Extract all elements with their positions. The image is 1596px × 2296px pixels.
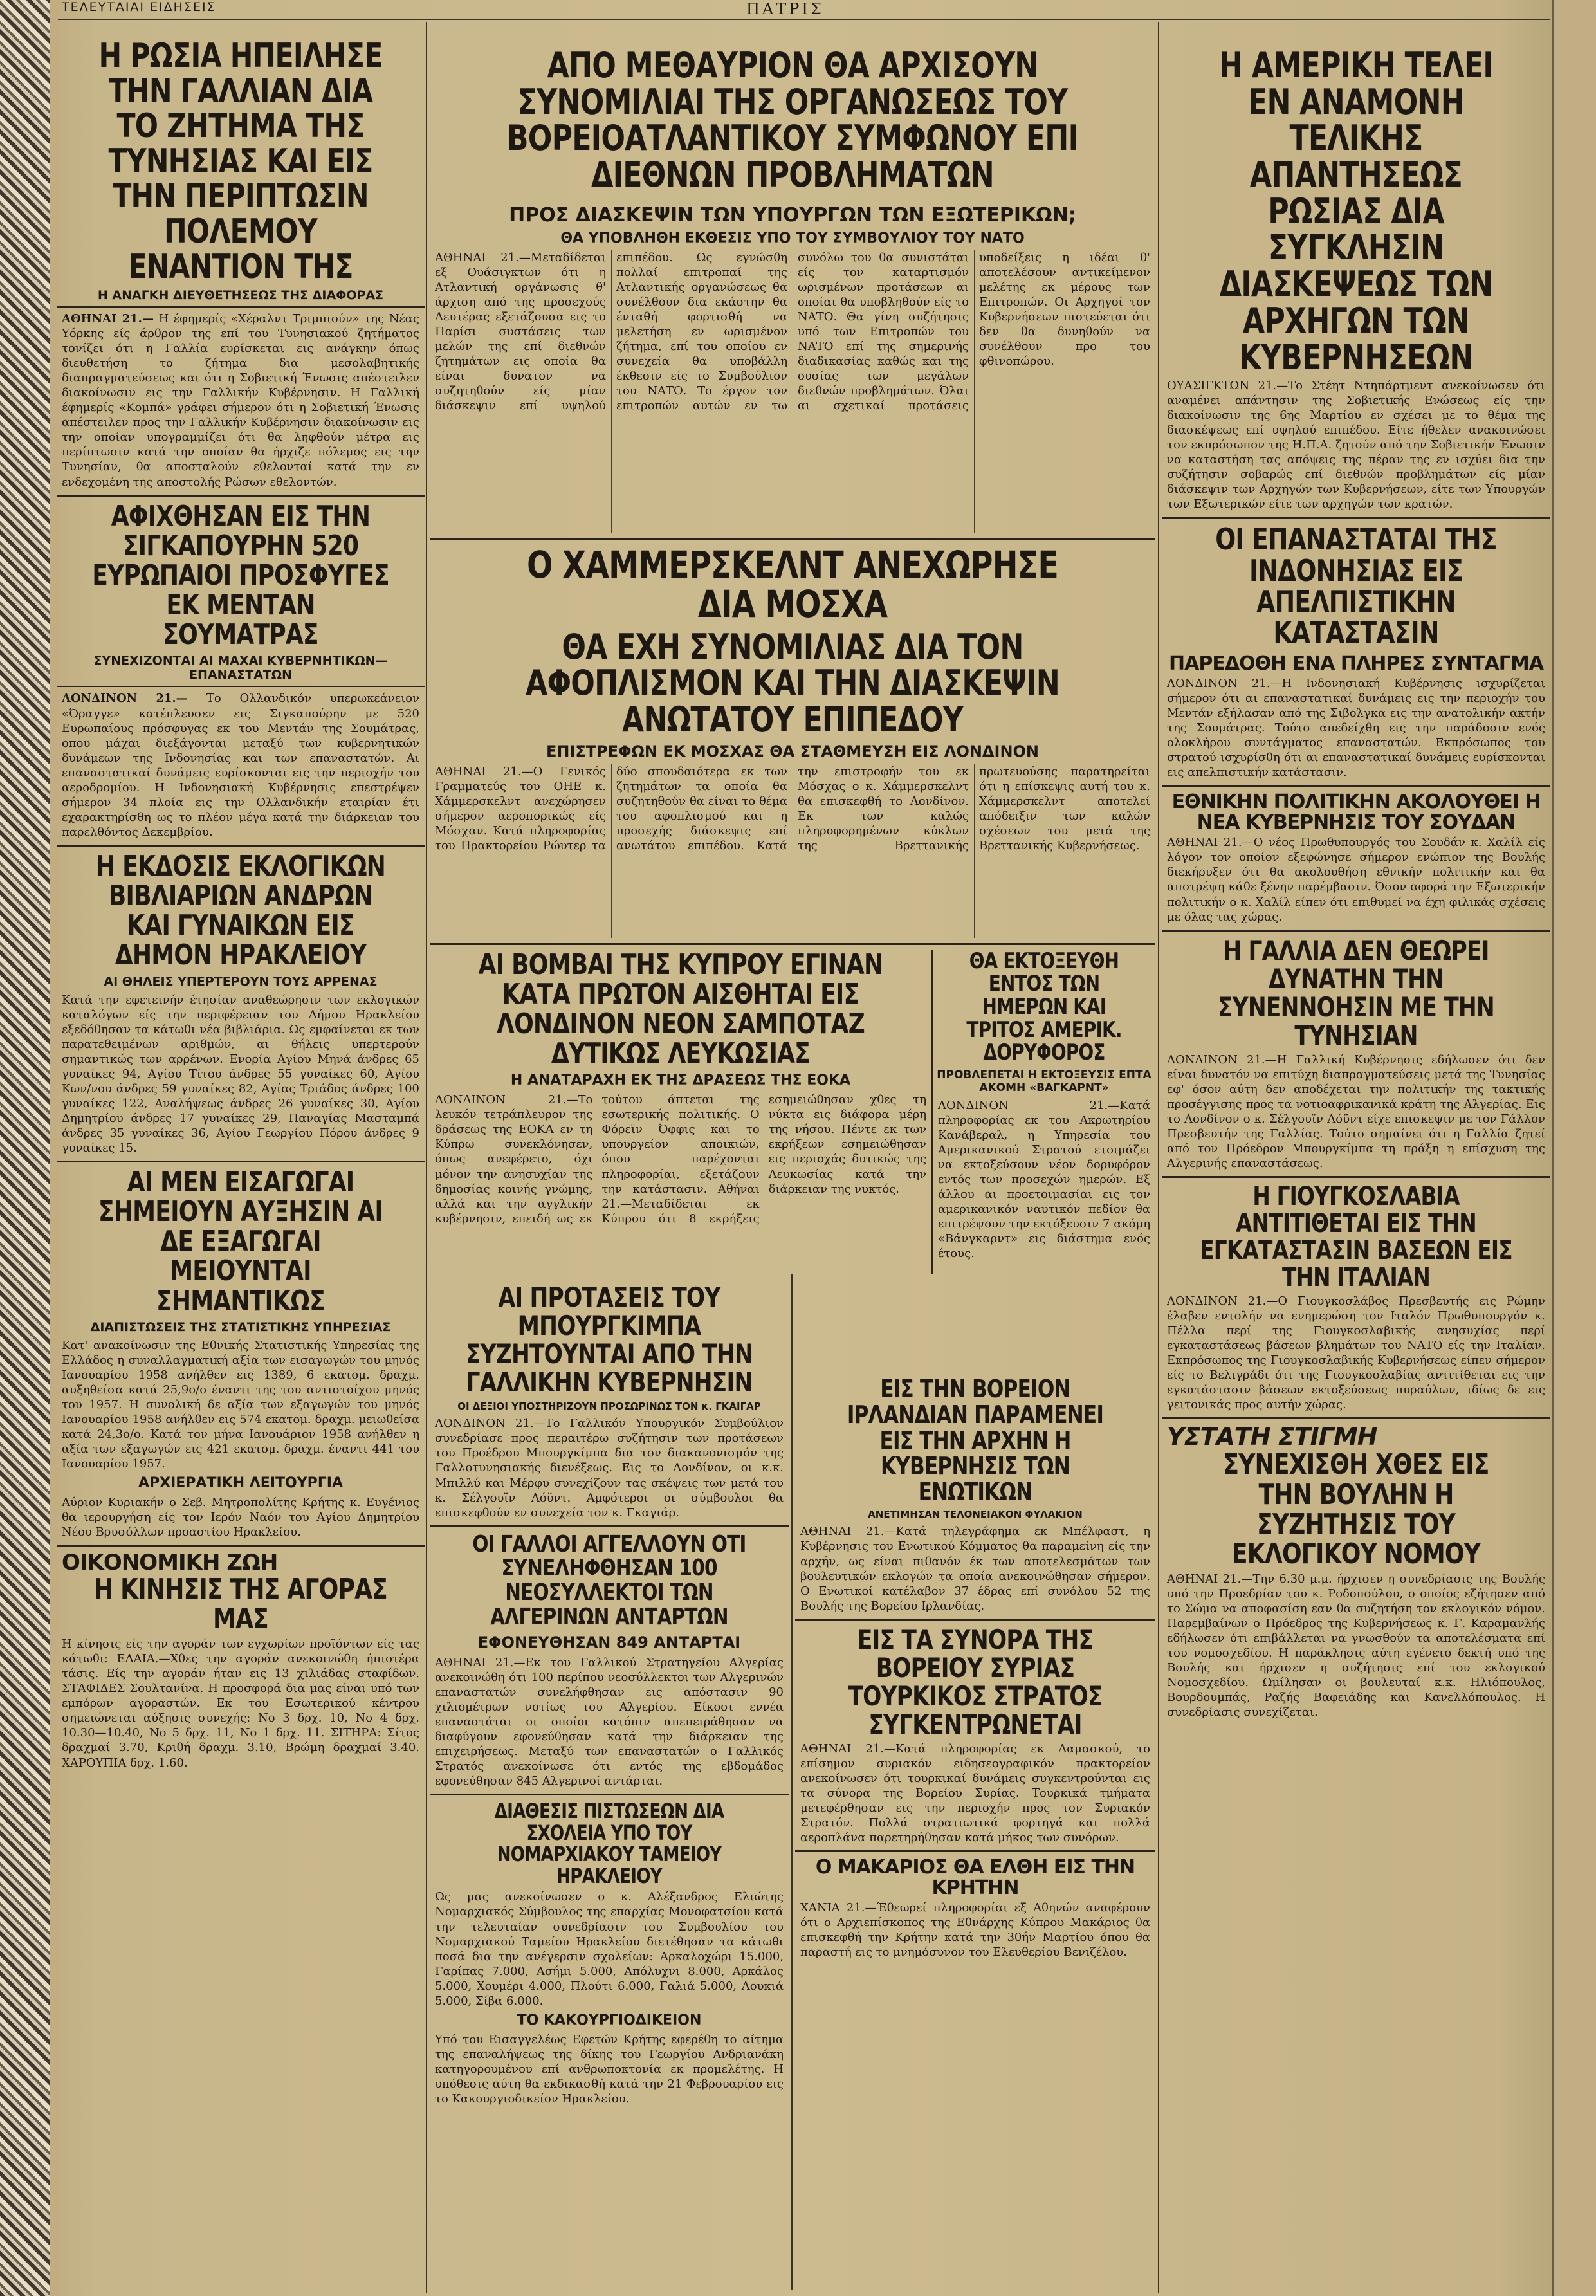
headline-nato-talks: ΑΠΟ ΜΕΘΑΥΡΙΟΝ ΘΑ ΑΡΧΙΣΟΥΝ ΣΥΝΟΜΙΛΙΑΙ ΤΗΣ ΟΡΓΑΝΩΣΕΩΣ ΤΟΥ ΒΟΡΕΙΟΑΤΛΑΝΤΙΚΟΥ ΣΥΜΦΩΝΟΥ ΕΠΙ ΔΙΕΘΝΩΝ ΠΡΟΒΛΗΜΑΤΩΝ (506, 45, 1079, 196)
headline-schools: ΔΙΑΘΕΣΙΣ ΠΙΣΤΩΣΕΩΝ ΔΙΑ ΣΧΟΛΕΙΑ ΥΠΟ ΤΟΥ ΝΟΜΑΡΧΙΑΚΟΥ ΤΑΜΕΙΟΥ ΗΡΑΚΛΕΙΟΥ (494, 1799, 724, 1888)
adjacent-page-edge (1552, 0, 1596, 2296)
article-electoral: Κατά την εφετεινήν έτησίαν αναθεώρησιν των εκλογικών καταλόγων είς την περιφέρειαν του Δήμου Ηρακλείου εξεδόθησαν τα κάτωθι νέα βιβλιάρια. Ως εμφαίνεται εκ των παρατεθειμένων αριθμών, αι θήλεις υπερτερούν σημαντικώς των αρρένων. Ενορία Αγίου Μηνά άνδρες 65 γυναίκες 94, Αγίου Τίτου άνδρες 55 γυναίκες 60, Αγίου Κων/νου άνδρες 59 γυναίκες 82, Αγίας Τριάδος άνδρες 100 γυναίκες 122, Αναλήψεως άνδρες 26 γυναίκες 30, Αγίου Δημητρίου άνδρες 17 γυναίκες 29, Παναγίας Μασταμπά άνδρες 35 γυναίκες 36, Αγίου Γεωργίου Πόρου άνδρες 9 γυναίκες 15. (62, 993, 419, 1155)
article-text: Το Ολλανδικόν υπερωκεάνειον «Όραγγε» κατέπλευσεν εις Σιγκαπούρην με 520 Ευρωπαίους πρόσφυγας εκ του Μεντάν της Σουμάτρας, οπου μάχαι διεξάγονται μεταξύ των κυβερνητικών δυνάμεων της Ινδονησίας και των επαναστατών. Αι επαναστατικαί δυνάμεις ευρίσκονται εις την περιοχήν του αεροδρομίου. Η Ινδονησιακή Κυβέρνησις επεστρέψεν σήμερον 34 πλοία εις την Ολλανδικήν εταιρίαν έτι εχαρακτηρίσθη ως το πλέον μέγα κατά την διάρκειαν του παρελθόντος Δεκεμβρίου. (62, 692, 419, 839)
article-russia (62, 311, 419, 489)
headline-russia-france: Η ΡΩΣΙΑ ΗΠΕΙΛΗΣΕ ΤΗΝ ΓΑΛΛΙΑΝ ΔΙΑ ΤΟ ΖΗΤΗΜΑ ΤΗΣ ΤΥΝΗΣΙΑΣ ΚΑΙ ΕΙΣ ΤΗΝ ΠΕΡΙΠΤΩΣΙΝ ΠΟΛΕΜΟΥ ΕΝΑΝΤΙΟΝ ΤΗΣ (98, 37, 383, 286)
article-parliament: ΑΘΗΝΑΙ 21.—Την 6.30 μ.μ. ήρχισεν η συνεδρίασις της Βουλής υπό την Προεδρίαν του κ. Ροδοπούλου, ο οποίος εζήτησεν από το Σώμα να αποφασίση εαν θα συζητήση τον εκλογικόν νόμον. Παρεμβαίνων ο Πρόεδρος της Κυβερνήσεως κ. Γ. Καραμανλής εδήλωσεν ότι επιβάλλεται να γνωσθούν τα αποτελέσματα επί του νομοσχεδίου. Η παράκλησις αύτη εγένετο δεκτή υπό της Βουλής και ήρχισεν η συζήτησις επί του εκλογικού Νομοσχεδίου. Ωμίλησαν οι βουλευταί κ.κ. Ηλιόπουλος, Βουρδουμπάς, Ραζής Βαφειάδης και Κανελλόπουλος. Η συνεδρίασις συνεχίζεται. (1167, 1572, 1545, 1720)
rule (1162, 785, 1550, 787)
rule (430, 538, 1155, 540)
headline-indonesia: ΟΙ ΕΠΑΝΑΣΤΑΤΑΙ ΤΗΣ ΙΝΔΟΝΗΣΙΑΣ ΕΙΣ ΑΠΕΛΠΙΣΤΙΚΗΝ ΚΑΤΑΣΤΑΣΙΝ (1215, 522, 1497, 650)
section-label: ΤΕΛΕΥΤΑΙΑΙ ΕΙΔΗΣΕΙΣ (62, 0, 216, 14)
article-indonesia: ΛΟΝΔΙΝΟΝ 21.—Η Ινδονησιακή Κυβέρνησις ισχυρίζεται σήμερον ότι αι επαναστατικαί δυνάμεις εις την περιοχήν του Μεντάν εξήλασαν από της Σιβολγκα εις την ανατολικήν ακτήν της Σουμάτρας. Τούτο απεδείχθη εις την παράδοσιν ενός ολοκλήρου συντάγματος επαναστατών. Εκπρόσωπος του στρατού ισχυρίσθη ότι αι επαναστατικαί δυνάμεις ευρίσκονται εις απελπιστικήν κατάστασιν. (1167, 677, 1545, 780)
article-court: Υπό του Εισαγγελέως Εφετών Κρήτης εφερέθη το αίτημα της επαναλήψεως της δίκης του Γεωργίου Ανδριανάκη κατηγορουμένου επί ανθρωποκτονία εκ προμελέτης. Η υπόθεσις αύτη θα εκδικασθή κατά την 21 Φεβρουαρίου εις το Κακουργιοδικείον Ηρακλείου. (435, 2032, 784, 2106)
headline-market: Η ΚΙΝΗΣΙΣ ΤΗΣ ΑΓΟΡΑΣ ΜΑΣ (93, 1572, 388, 1636)
article-algeria: ΑΘΗΝΑΙ 21.—Εκ του Γαλλικού Στρατηγείου Αλγερίας ανεκοινώθη ότι 100 περίπου νεοσύλλεκτοι των Αλγερινών επαναστατών συνελήφθησαν εις απόστασιν 90 χιλιομέτρων νοτίως του Αλγερίου. Είκοσι εννέα επαναστάται οι οποίοι κατόπιν απεπειράθησαν να διαφύγουν εφονεύθησαν κατά την διάρκειαν της επιχειρήσεως. Μεταξύ των επαναστατών ο Γαλλικός Στρατός ανεκοίνωσε ότι εντός της εβδομάδος εφονεύθησαν 845 Αλγερινοί αντάρται. (435, 1655, 784, 1788)
subhead-electoral: ΑΙ ΘΗΛΕΙΣ ΥΠΕΡΤΕΡΟΥΝ ΤΟΥΣ ΑΡΡΕΝΑΣ (104, 974, 378, 989)
rule (57, 495, 425, 497)
rule (1162, 1417, 1550, 1419)
article-america: ΟΥΑΣΙΓΚΤΩΝ 21.—Το Στέητ Ντηπάρτμεντ ανεκοίνωσεν ότι αναμένει απάντησιν της Σοβιετικής Ενώσεως είς την διακοίνωσιν της 6ης Μαρτίου εν σχέσει με το θέμα της διασκέψεως επί υψηλού επιπέδου. Είτε ήθελεν ανακοινώσει τον εκπρόσωπον της Η.Π.Α. ζητούν από την Σοβιετικήν Ένωσιν να καταστήση τας απόψεις της πέραν της εν ισχύει δια την συζήτησιν σοβαρώς επί διεθνών προβλημάτων είς μίαν διάσκεψιν των Αρχηγών των Κυβερνήσεων, είτε των Υπουργών των Εξωτερικών είτε των αρχηγών των κρατών. (1167, 379, 1545, 511)
headline-singapore: ΑΦΙΧΘΗΣΑΝ ΕΙΣ ΤΗΝ ΣΙΓΚΑΠΟΥΡΗΝ 520 ΕΥΡΩΠΑΙΟΙ ΠΡΟΣΦΥΓΕΣ ΕΚ ΜΕΝΤΑΝ ΣΟΥΜΑΤΡΑΣ (92, 499, 389, 652)
subhead-gaillard: ΟΙ ΔΕΞΙΟΙ ΥΠΟΣΤΗΡΙΖΟΥΝ ΠΡΟΣΩΡΙΝΩΣ ΤΟΝ κ. ΓΚΑΙΓΑΡ (457, 1401, 761, 1413)
column-rule (426, 22, 427, 2293)
headline-syria: ΕΙΣ ΤΑ ΣΥΝΟΡΑ ΤΗΣ ΒΟΡΕΙΟΥ ΣΥΡΙΑΣ ΤΟΥΡΚΙΚΟΣ ΣΤΡΑΤΟΣ ΣΥΓΚΕΝΤΡΩΝΕΤΑΙ (848, 1623, 1103, 1740)
dateline: ΛΟΝΔΙΝΟΝ 21.— (62, 692, 206, 706)
rule (430, 943, 1155, 945)
subhead-nato-report: ΘΑ ΥΠΟΒΛΗΘΗ ΕΚΘΕΣΙΣ ΥΠΟ ΤΟΥ ΣΥΜΒΟΥΛΙΟΥ ΤΟΥ ΝΑΤΟ (560, 230, 1025, 246)
rule (57, 1161, 425, 1162)
article-text: Η έφημερίς «Χέραλντ Τριμπιούν» της Νέας Υόρκης είς άρθρον της επί του Τυνησιακού ζητήματος τονίζει ότι η Γαλλία ευρίσκεται εις ανάγκην όπως διευθετήση το ζήτημα δια μεσολαβητικής διαπραγματεύσεως και ότι η Σοβιετική Ένωσις απέστειλεν διακοίνωσιν εις την Γαλλικήν Κυβέρνησιν. Η Γαλλική έφημερίς «Κομπά» γράφει σήμερον ότι η Σοβιετική Ένωσις απέστειλεν προς την Γαλλικήν Κυβέρνησιν διακοίνωσιν εις την οποίαν υπογραμμίζει ότι θα ληφθούν μέτρα εις περίπτωσιν κατά την οποίαν θα ήρχιζε πόλεμος εις την Τυνησίαν, θα αποσταλούν εθελονταί κατά την εν ενδεχομένη της αποστολής Ρώσων εθελοντών. (62, 312, 419, 489)
article-sudan: ΑΘΗΝΑΙ 21.—Ο νέος Πρωθυπουργός του Σουδάν κ. Χαλίλ είς λόγον τον οποίον εξεφώνησε σήμερον ενώπιον της Βουλής διεκήρυξεν ότι θα ακολουθήση εθνικήν πολιτικήν και θα αποτρέψη κάθε ξένην παρέμβασιν. Όσον αφορά την Εξωτερικήν πολιτικήν ο κ. Χαλίλ είπεν ότι επιθυμεί να έχη φιλικάς σχέσεις με όλας τας χώρας. (1167, 836, 1545, 924)
column-rule (791, 1274, 793, 2290)
dateline: ΑΘΗΝΑΙ 21.— (62, 312, 154, 326)
rule (1162, 1176, 1550, 1178)
article-ireland: ΑΘΗΝΑΙ 21.—Κατά τηλεγράφημα εκ Μπέλφαστ, η Κυβέρνησις του Ενωτικού Κόμματος θα παραμείνη είς την αρχήν, ως είναι πιθανόν έκ των αποτελεσμάτων των βουλευτικών εκλογών τα οποία ανεκοινώθησαν σήμερον. Ο Ενωτικοί κατέλαβον 37 έδρας επί συνόλου 52 της Βουλής της Βορείου Ιρλανδίας. (800, 1525, 1150, 1613)
article-singapore (62, 691, 419, 839)
subhead-statistics: ΔΙΑΠΙΣΤΩΣΕΙΣ ΤΗΣ ΣΤΑΤΙΣΤΙΚΗΣ ΥΠΗΡΕΣΙΑΣ (90, 1319, 391, 1334)
article-hammarskjold: ΑΘΗΝΑΙ 21.—Ο Γενικός Γραμματεύς του ΟΗΕ κ. Χάμμερσκελντ ανεχώρησεν σήμερον αεροπορικώς είς Μόσχαν. Κατά πληροφορίας του Πρακτορείου Ρώυτερ τα δύο σπουδαιότερα εκ των ζητημάτων τα οποία θα συζητηθούν θα είναι το θέμα του αφοπλισμού και η προσεχής διάσκεψις επί ανωτάτου επιπέδου. Κατά την επιστροφήν του εκ Μόσχας ο κ. Χάμμερσκελντ θα επισκεφθή το Λονδίνον. Εκ των καλώς πληροφορημένων κύκλων της Βρεττανικής πρωτευούσης παρατηρείται ότι η επίσκεψις αυτή του κ. Χάμμερσκελντ αποτελεί απόδειξιν των καλών σχέσεων του μετά της Βρεττανικής Κυβερνήσεως. (435, 764, 1150, 852)
subhead-eoka: Η ΑΝΑΤΑΡΑΧΗ ΕΚ ΤΗΣ ΔΡΑΣΕΩΣ ΤΗΣ ΕΟΚΑ (510, 1072, 851, 1089)
headline-satellite: ΘΑ ΕΚΤΟΞΕΥΘΗ ΕΝΤΟΣ ΤΩΝ ΗΜΕΡΩΝ ΚΑΙ ΤΡΙΤΟΣ ΑΜΕΡΙΚ. ΔΟΡΥΦΟΡΟΣ (966, 948, 1122, 1066)
paper-name: ΠΑΤΡΙΣ (746, 0, 824, 18)
headline-america-russia: Η ΑΜΕΡΙΚΗ ΤΕΛΕΙ ΕΝ ΑΝΑΜΟΝΗ ΤΕΛΙΚΗΣ ΑΠΑΝΤΗΣΕΩΣ ΡΩΣΙΑΣ ΔΙΑ ΣΥΓΚΛΗΣΙΝ ΔΙΑΣΚΕΨΕΩΣ ΤΩΝ ΑΡΧΗΓΩΝ ΤΩΝ ΚΥΒΕΡΝΗΣΕΩΝ (1219, 45, 1493, 378)
subhead-algeria: ΕΦΟΝΕΥΘΗΣΑΝ 849 ΑΝΤΑΡΤΑΙ (477, 1633, 741, 1651)
headline-yugoslavia: Η ΓΙΟΥΓΚΟΣΛΑΒΙΑ ΑΝΤΙΤΙΘΕΤΑΙ ΕΙΣ ΤΗΝ ΕΓΚΑΤΑΣΤΑΣΙΝ ΒΑΣΕΩΝ ΕΙΣ ΤΗΝ ΙΤΑΛΙΑΝ (1200, 1182, 1512, 1293)
last-minute-label: ΥΣΤΑΤΗ ΣΤΙΓΜΗ (1167, 1422, 1377, 1451)
rule (57, 686, 425, 687)
center-column-top (430, 26, 1155, 1274)
headline-disarmament: ΘΑ ΕΧΗ ΣΥΝΟΜΙΛΙΑΣ ΔΙΑ ΤΟΝ ΑΦΟΠΛΙΣΜΟΝ ΚΑΙ ΤΗΝ ΔΙΑΣΚΕΨΙΝ ΑΝΩΤΑΤΟΥ ΕΠΙΠΕΔΟΥ (525, 626, 1060, 740)
rule (57, 1545, 425, 1547)
rule (1162, 517, 1550, 519)
column-rule (1158, 22, 1159, 2293)
article-syria: ΑΘΗΝΑΙ 21.—Κατά πληροφορίας εκ Δαμασκού, το επίσημον συριακόν ειδησεογραφικόν πρακτορείον ανεκοίνωσεν ότι τουρκικαί δυνάμεις συγκεντρούνται εις τα σύνορα της Βορείου Συρίας. Τουρκικά τμήματα μετεφέρθησαν εις την περιοχήν προς τον Συριακόν Στρατόν. Πολλά στρατιωτικά φορτηγά και πολλά αεροπλάνα παρετηρήθησαν κατά μήκος των συνόρων. (800, 1742, 1150, 1845)
left-column (57, 26, 425, 2290)
right-column (1162, 26, 1550, 2290)
headline-ireland: ΕΙΣ ΤΗΝ ΒΟΡΕΙΟΝ ΙΡΛΑΝΔΙΑΝ ΠΑΡΑΜΕΝΕΙ ΕΙΣ ΤΗΝ ΑΡΧΗΝ Η ΚΥΒΕΡΝΗΣΙΣ ΤΩΝ ΕΝΩΤΙΚΩΝ (847, 1375, 1104, 1506)
headline-imports: ΑΙ ΜΕΝ ΕΙΣΑΓΩΓΑΙ ΣΗΜΕΙΟΥΝ ΑΥΞΗΣΙΝ ΑΙ ΔΕ ΕΞΑΓΩΓΑΙ ΜΕΙΟΥΝΤΑΙ ΣΗΜΑΝΤΙΚΩΣ (98, 1165, 383, 1318)
binding-spine (0, 0, 50, 2296)
rule (795, 1850, 1155, 1852)
article-market: Η κίνησις είς την αγοράν των εγχωρίων προϊόντων είς τας κάτωθι: ΕΛΑΙΑ.—Χθες την αγοράν ανεκοινώθη ήπιοτέρα τάσις. Είς την αγοράν ήταν εις 13 χιλιάδας σταφίδων. ΣΤΑΦΙΔΕΣ Σουλτανίνα. Η προσφορά δια μας είναι υπό των εμπόρων αγοραστών. Εκ του Εσωτερικού κέντρου σημειώνεται αύξησις συνεχής: Νο 3 δρχ. 10, Νο 4 δρχ. 10.30—10.40, Νο 5 δρχ. 11, Νο 1 δρχ. 11. ΣΙΤΗΡΑ: Σίτος δραχμαί 3.70, Κριθή δραχμ. 3.10, Βρώμη δραχμαί 3.40. ΧΑΡΟΥΠΙΑ δρχ. 1.60. (62, 1637, 419, 1770)
cyprus-block (430, 950, 933, 1274)
headline-cyprus-bombs: ΑΙ ΒΟΜΒΑΙ ΤΗΣ ΚΥΠΡΟΥ ΕΓΙΝΑΝ ΚΑΤΑ ΠΡΩΤΟΝ ΑΙΣΘΗΤΑΙ ΕΙΣ ΛΟΝΔΙΝΟΝ ΝΕΟΝ ΣΑΜΠΟΤΑΖ ΔΥΤΙΚΩΣ ΛΕΥΚΩΣΙΑΣ (478, 948, 883, 1070)
rule (430, 1794, 789, 1795)
center-lower-left (430, 1277, 789, 2290)
center-lower-right (795, 1370, 1155, 2290)
article-nato: ΑΘΗΝΑΙ 21.—Μεταδίδεται εξ Ουάσιγκτων ότι η Ατλαντική οργάνωσις θ' άρχιση από της προσεχούς Δευτέρας εξετάζουσα εις το Παρίσι συστάσεις των μελών της επί διεθνών ζητημάτων εις οποία θα είναι δυνατον να συζητηθούν είς μίαν διάσκεψιν επί υψηλού επιπέδου. Ως εγνώσθη πολλαί επιτροπαί της Ατλαντικής οργανώσεως θα συνέλθουν δια εκάστην θα ένταθή φορτισθή να μελετήση εν ωρισμένον ζήτημα, επί του οποίου εν συνεχεία θα υποβάλλη έκθεσιν είς το Συμβούλιον του ΝΑΤΟ. Το έργον τον επιτροπών αυτών εν τω συνόλω του θα συνιστάται είς τον καταρτισμόν ωρισμένων προτάσεων αι οποίαι θα υποβληθούν είς το ΝΑΤΟ. Θα γίνη συζήτησις υπό των Επιτροπών του ΝΑΤΟ επί της σημερινής διαδικασίας καθώς και της ουσίας των μεγάλων διεθνών προβλημάτων. Όλαι αι σχετικαί προτάσεις υποδείξεις η ιδέαι θ' αποτελέσουν αντικείμενον μελέτης εκ μέρους των Επιτροπών. Οι Αρχηγοί τον Κυβερνήσεων πιστεύεται ότι δεν θα δυνηθούν να συνέλθουν προ του φθινοπώρου. (435, 250, 1150, 413)
article-imports: Κατ' ανακοίνωσιν της Εθνικής Στατιστικής Υπηρεσίας της Ελλάδος η συναλλαγματική αξία των εισαγωγών του μηνός Ιανουαρίου 1958 ανήλθεν εις 1389, 6 εκατομ. δραχμ. αυξηθείσα κατά 25,9ο/ο έναντι της του αντιστοίχου μηνός του 1957. Η συνολική δε αξία των εξαγωγών του μηνός Ιανουαρίου 1958 ανήλθεν εις 574 εκατομ. δραχμ. μειωθείσα κατά 24,3ο/ο. Κατά τον μήνα Ιανουάριον 1958 ανήλθεν η αξία των εξαγωγών εις 421 εκατομ. δραχμ. έναντι 441 του Ιανουαρίου 1957. (62, 1338, 419, 1471)
subhead-court: ΤΟ ΚΑΚΟΥΡΓΙΟΔΙΚΕΙΟΝ (517, 2012, 702, 2028)
satellite-block (933, 950, 1155, 1274)
headline-parliament: ΣΥΝΕΧΙΣΘΗ ΧΘΕΣ ΕΙΣ ΤΗΝ ΒΟΥΛΗΝ Η ΣΥΖΗΤΗΣΙΣ ΤΟΥ ΕΚΛΟΓΙΚΟΥ ΝΟΜΟΥ (1223, 1448, 1489, 1570)
subhead-liturgy: ΑΡΧΙΕΡΑΤΙΚΗ ΛΕΙΤΟΥΡΓΙΑ (138, 1475, 344, 1492)
subhead-vanguard: ΠΡΟΒΛΕΠΕΤΑΙ Η ΕΚΤΟΞΕΥΣΙΣ ΕΠΤΑ ΑΚΟΜΗ «ΒΑΓΚΑΡΝΤ» (937, 1069, 1151, 1095)
subhead-nato-ministers: ΠΡΟΣ ΔΙΑΣΚΕΨΙΝ ΤΩΝ ΥΠΟΥΡΓΩΝ ΤΩΝ ΕΞΩΤΕΡΙΚΩΝ; (509, 203, 1076, 226)
headline-electoral-books: Η ΕΚΔΟΣΙΣ ΕΚΛΟΓΙΚΩΝ ΒΙΒΛΙΑΡΙΩΝ ΑΝΔΡΩΝ ΚΑΙ ΓΥΝΑΙΚΩΝ ΕΙΣ ΔΗΜΟΝ ΗΡΑΚΛΕΙΟΥ (95, 849, 386, 972)
article-bourguiba: ΛΟΝΔΙΝΟΝ 21.—Το Γαλλικόν Υπουργικόν Συμβούλιον συνεδρίασε προς περαιτέρω συζήτησιν των προτάσεων του Προέδρου Μπουργκίμπα δια τον διακανονισμόν της Γαλλοτυνησιακής διενέξεως. Εις το Λονδίνον, οι κ.κ. Μπιλλύ και Μέρφυ συνεχίζουν τας σκέψεις των μετά του κ. Σέλγουϊν Λόϋντ. Αμφότεροι οι σύμβουλοι θα επισκεφθούν εν συνεχεία τον κ. Γκαγιάρ. (435, 1417, 784, 1520)
rule (430, 1525, 789, 1527)
rule (57, 306, 425, 308)
headline-algeria: ΟΙ ΓΑΛΛΟΙ ΑΓΓΕΛΛΟΥΝ ΟΤΙ ΣΥΝΕΛΗΦΘΗΣΑΝ 100 ΝΕΟΣΥΛΛΕΚΤΟΙ ΤΩΝ ΑΛΓΕΡΙΝΩΝ ΑΝΤΑΡΤΩΝ (472, 1530, 746, 1630)
rule (1162, 930, 1550, 932)
subhead-london-stop: ΕΠΙΣΤΡΕΦΩΝ ΕΚ ΜΟΣΧΑΣ ΘΑ ΣΤΑΘΜΕΥΣΗ ΕΙΣ ΛΟΝΔΙΝΟΝ (546, 742, 1040, 760)
subhead-russia: Η ΑΝΑΓΚΗ ΔΙΕΥΘΕΤΗΣΕΩΣ ΤΗΣ ΔΙΑΦΟΡΑΣ (97, 288, 384, 303)
headline-bourguiba: ΑΙ ΠΡΟΤΑΣΕΙΣ ΤΟΥ ΜΠΟΥΡΓΚΙΜΠΑ ΣΥΖΗΤΟΥΝΤΑΙ ΑΠΟ ΤΗΝ ΓΑΛΛΙΚΗΝ ΚΥΒΕΡΝΗΣΙΝ (465, 1281, 753, 1399)
cyprus-satellite-row (430, 950, 1155, 1274)
article-yugoslavia: ΛΟΝΔΙΝΟΝ 21.—Ο Γιουγκοσλάβος Πρεσβευτής εις Ρώμην έλαβεν εντολήν να ενημερώση τον Ιταλόν Πρωθυπουργόν κ. Πέλλα περί της Γιουγκοσλαβικής ανησυχίας περί εγκαταστάσεως βάσεων βλημάτων του ΝΑΤΟ είς την Ιταλίαν. Εκπρόσωπος της Γιουγκοσλαβικής Κυβερνήσεως είπεν σήμερον είς το Βελιγράδι ότι της Γιουγκοσλαβίας αντιτίθεται εις την εγκατάστασιν βάσεων εκτοξεύσεως πυραύλων, ιδίως δε εις γειτονικάς προς αυτήν χώρας. (1167, 1294, 1545, 1412)
rule (57, 845, 425, 847)
article-cyprus: ΛΟΝΔΙΝΟΝ 21.—Το λευκόν τετράπλευρον της δράσεως της ΕΟΚΑ εν τη Κύπρω συνεκλόνησεν, όπως ανεφέρετο, όχι μόνον την ανησυχίαν της δημοσίας κοινής γνώμης, αλλά και την αγγλικήν κυβέρνησιν, επειδή ως εκ τούτου άπτεται της εσωτερικής πολιτικής. Ο Φόρεϊν Όφφις και το υπουργείον αποικιών, όπου παρέχονται πληροφορίαι, εξετάζουν την κατάστασιν. Αθήναι 21.—Μεταδίδεται εκ Κύπρου ότι 8 εκρήξεις εσημειώθησαν χθες τη νύκτα εις διάφορα μέρη της νήσου. Πέντε εκ των εκρήξεων εσημειώθησαν εις περιοχάς δυτικώς της Λευκωσίας κατά την διάρκειαν της νυκτός. (435, 1093, 926, 1226)
headline-france-tunisia: Η ΓΑΛΛΙΑ ΔΕΝ ΘΕΩΡΕΙ ΔΥΝΑΤΗΝ ΤΗΝ ΣΥΝΕΝΝΟΗΣΙΝ ΜΕ ΤΗΝ ΤΥΝΗΣΙΑΝ (1218, 934, 1494, 1051)
headline-sudan: ΕΘΝΙΚΗΝ ΠΟΛΙΤΙΚΗΝ ΑΚΟΛΟΥΘΕΙ Η ΝΕΑ ΚΥΒΕΡΝΗΣΙΣ ΤΟΥ ΣΟΥΔΑΝ (1171, 791, 1541, 834)
article-schools: Ως μας ανεκοίνωσεν ο κ. Αλέξανδρος Ελιώτης Νομαρχιακός Σύμβουλος της επαρχίας Μονοφατσίου κατά την τελευταίαν συνεδρίασιν του Συμβουλίου του Νομαρχιακού Ταμείου Ηρακλείου διετέθησαν τα κάτωθι ποσά δια την ανέγερσιν σχολείων: Αρκαλοχώρι 15.000, Γαρίπας 7.000, Ασήμι 5.000, Απόλυχνι 8.000, Αρκάλος 5.000, Χουμέρι 4.000, Πλούτι 6.000, Γαλιά 5.000, Λουκιά 5.000, Σίβα 6.000. (435, 1890, 784, 2008)
section-economy: ΟΙΚΟΝΟΜΙΚΗ ΖΩΗ (62, 1550, 278, 1576)
rule (795, 1619, 1155, 1621)
article-france-tunisia: ΛΟΝΔΙΝΟΝ 21.—Η Γαλλική Κυβέρνησις εδήλωσεν ότι δεν είναι δυνατόν να επιτύχη διαπραγματεύσεις μετά της Τυνησίας εφ' όσον αύτη δεν αποδέχεται την πολιτικήν της τακτικής προσέγγισης προς τα νοτιοαφρικανικά κράτη της Αλγερίας. Εις το Λονδίνον ο κ. Σέλγουϊν Λόϋντ είχε επισκεψιν με τον Γάλλον Πρεσβευτήν της Γαλλίας. Τούτο σημαίνει ότι η Γαλλία ζητεί από τον Πρόεδρον Μπουργκίμπα τη πράξη η επίσχυση της Αλγερινής επαναστάσεως. (1167, 1052, 1545, 1171)
subhead-singapore: ΣΥΝΕΧΙΖΟΝΤΑΙ ΑΙ ΜΑΧΑΙ ΚΥΒΕΡΝΗΤΙΚΩΝ—ΕΠΑΝΑΣΤΑΤΩΝ (93, 654, 388, 683)
subhead-customs: ΑΝΕΤΙΜΗΣΑΝ ΤΕΛΟΝΕΙΑΚΟΝ ΦΥΛΑΚΙΟΝ (868, 1509, 1083, 1521)
headline-makarios: Ο ΜΑΚΑΡΙΟΣ ΘΑ ΕΛΘΗ ΕΙΣ ΤΗΝ ΚΡΗΤΗΝ (815, 1856, 1135, 1899)
article-satellite: ΛΟΝΔΙΝΟΝ 21.—Κατά πληροφορίας εκ του Ακρωτηρίου Κανάβεραλ, η Υπηρεσία του Αμερικανικού Στρατού ετοιμάζει να εκτοξεύσουν νέον δορυφόρον εντός των προσεχών ημερών. Εξ άλλου αι προετοιμασίαι εις τον αμερικανικόν ναυτικόν πεδίον θα επιτρέψουν την εκτόξευσιν 7 ακόμη «Βάνγκαρντ» εις διάστημα ενός έτους. (938, 1099, 1150, 1261)
headline-hammarskjold: Ο ΧΑΜΜΕΡΣΚΕΛΝΤ ΑΝΕΧΩΡΗΣΕ ΔΙΑ ΜΟΣΧΑ (526, 542, 1059, 626)
article-liturgy: Αύριον Κυριακήν ο Σεβ. Μητροπολίτης Κρήτης κ. Ευγένιος θα ιερουργήση είς τον Ιερόν Ναόν του Αγίου Δημητρίου Νέου Βρυσόλλων προαστίου Ηρακλείου. (62, 1496, 419, 1539)
article-makarios: ΧΑΝΙΑ 21.—Έθεωρεί πληροφορίαι εξ Αθηνών αναφέρουν ότι ο Αρχιεπίσκοπος της Εθνάρχης Κύπρου Μακάριος θα επισκεφθή την Κρήτην κατά την 30ήν Μαρτίου όπου θα παραστή εις το μνημόσυνον του Ελευθερίου Βενιζέλου. (800, 1901, 1150, 1960)
subhead-regiment: ΠΑΡΕΔΟΘΗ ΕΝΑ ΠΛΗΡΕΣ ΣΥΝΤΑΓΜΑ (1169, 652, 1543, 675)
